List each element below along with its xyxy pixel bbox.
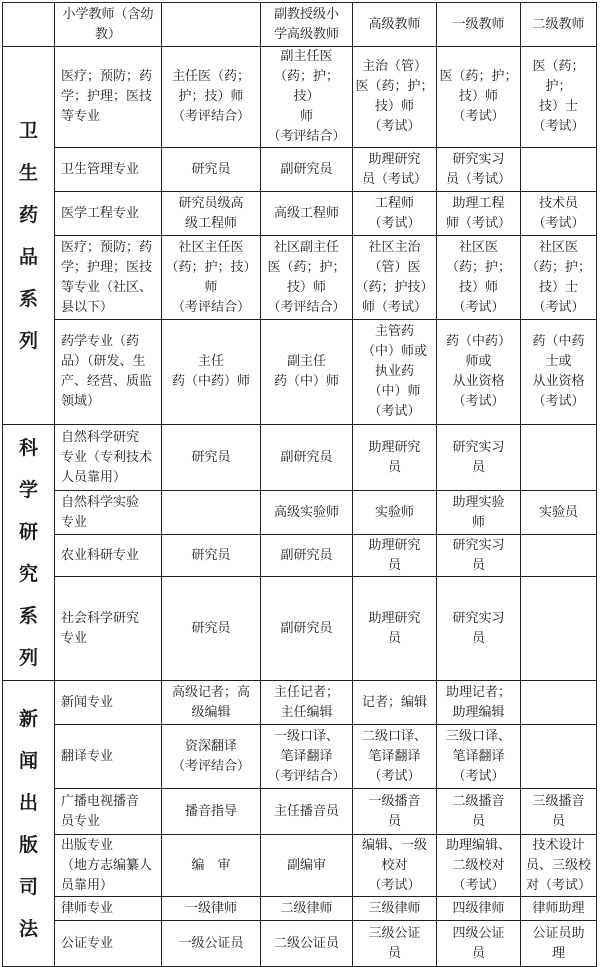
table-cell: 四级公证 员 <box>437 921 521 967</box>
table-cell: 实验员 <box>521 491 597 535</box>
table-cell: 助理实验 师 <box>437 491 521 535</box>
table-cell: 二级播音 员 <box>437 789 521 835</box>
table-cell: 研究员 <box>162 577 261 681</box>
table-cell: 主任播音员 <box>261 789 353 835</box>
table-cell: 高级实验师 <box>261 491 353 535</box>
table-cell: 律师助理 <box>521 897 597 921</box>
table-cell: 副研究员 <box>261 577 353 681</box>
table-row <box>3 491 597 535</box>
header-cell: 副教授级小 学高级教师 <box>261 3 353 47</box>
table-cell: 技术设计 员、三级校 对（考试） <box>521 835 597 897</box>
table-cell: 一级公证员 <box>162 921 261 967</box>
table-cell: 自然科学研究 专业（专利技术 人员靠用） <box>55 425 162 491</box>
table-cell <box>521 725 597 789</box>
header-cell <box>3 3 55 47</box>
table-cell <box>521 148 597 192</box>
table-cell: 公证专业 <box>55 921 162 967</box>
table-cell: 资深翻译 （考评结合） <box>162 725 261 789</box>
table-cell: 副研究员 <box>261 148 353 192</box>
table-row <box>3 577 597 681</box>
table-row <box>3 236 597 320</box>
table-cell: 助理研究 员（考试） <box>353 148 437 192</box>
table-row <box>3 425 597 491</box>
table-cell: 二级公证员 <box>261 921 353 967</box>
table-cell: 三级律师 <box>353 897 437 921</box>
table-cell: 社区医 （药；护； 技）士 （考试） <box>521 236 597 320</box>
table-row <box>3 535 597 577</box>
table-cell: 药学专业（药 品）（研发、生 产、经营、质监 领域） <box>55 320 162 425</box>
table-cell: 主管药 （中）师或 执业药 （中）师 （考试） <box>353 320 437 425</box>
table-cell: 律师专业 <box>55 897 162 921</box>
table-cell: 助理记者； 助理编辑 <box>437 681 521 725</box>
table-cell: 二级律师 <box>261 897 353 921</box>
table-cell: 编辑、一级 校对 （考试） <box>353 835 437 897</box>
table-cell: 新闻专业 <box>55 681 162 725</box>
table-cell <box>521 681 597 725</box>
table-cell: 助理研究 员 <box>353 535 437 577</box>
table-row <box>3 681 597 725</box>
table-cell: 医（药；护； 技）师 （考试） <box>437 47 521 148</box>
table-cell: 主治（管） 医（药；护； 技）师 （考试） <box>353 47 437 148</box>
header-cell: 一级教师 <box>437 3 521 47</box>
table-cell: 药（中药 士或 从业资格 （考试） <box>521 320 597 425</box>
table-cell: 主任医（药； 护；技）师 （考评结合） <box>162 47 261 148</box>
table-cell <box>521 425 597 491</box>
table-cell <box>521 577 597 681</box>
table-cell: 医疗；预防；药 学；护理；医技 等专业（社区、 县以下） <box>55 236 162 320</box>
table-row <box>3 725 597 789</box>
table-cell: 医（药；护； 技）士 （考试） <box>521 47 597 148</box>
table-cell: 工程师 （考试） <box>353 192 437 236</box>
table-cell <box>521 535 597 577</box>
title-classification-table <box>2 2 597 967</box>
table-cell: 社区医 （药；护； 技）师 （考试） <box>437 236 521 320</box>
table-row <box>3 320 597 425</box>
category-label: 卫 生 药 品 系 列 <box>3 47 55 425</box>
table-cell: 副研究员 <box>261 425 353 491</box>
table-cell: 医学工程专业 <box>55 192 162 236</box>
category-label: 科 学 研 究 系 列 <box>3 425 55 681</box>
table-cell: 二级口译、 笔译翻译 （考试） <box>353 725 437 789</box>
table-cell <box>162 491 261 535</box>
table-cell: 研究实习 员 <box>437 535 521 577</box>
table-cell: 一级播音 员 <box>353 789 437 835</box>
table-cell: 出版专业 （地方志编纂人 员靠用） <box>55 835 162 897</box>
table-row <box>3 148 597 192</box>
table-cell: 一级口译、 笔译翻译 （考评结合） <box>261 725 353 789</box>
table-cell: 研究实习 员 <box>437 577 521 681</box>
header-cell: 小学教师（含幼 教） <box>55 3 162 47</box>
table-cell: 社区主任医 （药；护；技） 师 （考评结合） <box>162 236 261 320</box>
table-cell: 技术员 （考试） <box>521 192 597 236</box>
table-cell: 三级播音 员 <box>521 789 597 835</box>
table-cell: 翻译专业 <box>55 725 162 789</box>
table-row <box>3 835 597 897</box>
table-row <box>3 47 597 148</box>
table-cell: 研究员 <box>162 425 261 491</box>
table-cell: 药（中药） 师或 从业资格 （考试） <box>437 320 521 425</box>
table-cell: 自然科学实验 专业 <box>55 491 162 535</box>
table-cell: 社区副主任 医（药；护； 技）师 （考评结合） <box>261 236 353 320</box>
table-cell: 社区主治 （管）医 （药；护技） 师（考试） <box>353 236 437 320</box>
table-cell: 实验师 <box>353 491 437 535</box>
table-cell: 助理研究 员 <box>353 425 437 491</box>
category-label: 新 闻 出 版 司 法 <box>3 681 55 967</box>
table-cell: 记者；编辑 <box>353 681 437 725</box>
table-cell: 播音指导 <box>162 789 261 835</box>
table-cell: 三级口译、 笔译翻译 （考试） <box>437 725 521 789</box>
table-cell: 助理工程 师（考试） <box>437 192 521 236</box>
header-cell <box>162 3 261 47</box>
table-cell: 研究实习 员（考试） <box>437 148 521 192</box>
header-row <box>3 3 597 47</box>
table-cell: 一级律师 <box>162 897 261 921</box>
table-cell: 研究实习 员 <box>437 425 521 491</box>
table-cell: 四级律师 <box>437 897 521 921</box>
table-cell: 副主任 药（中）师 <box>261 320 353 425</box>
table-cell: 农业科研专业 <box>55 535 162 577</box>
table-row <box>3 789 597 835</box>
table-cell: 副主任医 （药；护；技） 师 （考评结合） <box>261 47 353 148</box>
table-cell: 副研究员 <box>261 535 353 577</box>
table-cell: 三级公证 员 <box>353 921 437 967</box>
table-cell: 研究员 <box>162 148 261 192</box>
table-cell: 医疗；预防；药 学；护理；医技 等专业 <box>55 47 162 148</box>
table-cell: 高级工程师 <box>261 192 353 236</box>
table-cell: 公证员助 理 <box>521 921 597 967</box>
table-cell: 广播电视播音 员专业 <box>55 789 162 835</box>
table-cell: 研究员级高 级工程师 <box>162 192 261 236</box>
table-cell: 编 审 <box>162 835 261 897</box>
table-cell: 卫生管理专业 <box>55 148 162 192</box>
table-cell: 副编审 <box>261 835 353 897</box>
table-cell: 研究员 <box>162 535 261 577</box>
table-row <box>3 192 597 236</box>
table-cell: 助理研究 员 <box>353 577 437 681</box>
table-cell: 高级记者；高 级编辑 <box>162 681 261 725</box>
table-cell: 主任记者； 主任编辑 <box>261 681 353 725</box>
table-row <box>3 897 597 921</box>
table-cell: 主任 药（中药）师 <box>162 320 261 425</box>
header-cell: 二级教师 <box>521 3 597 47</box>
table-cell: 助理编辑、 二级校对 （考试） <box>437 835 521 897</box>
table-row <box>3 921 597 967</box>
table-cell: 社会科学研究 专业 <box>55 577 162 681</box>
header-cell: 高级教师 <box>353 3 437 47</box>
